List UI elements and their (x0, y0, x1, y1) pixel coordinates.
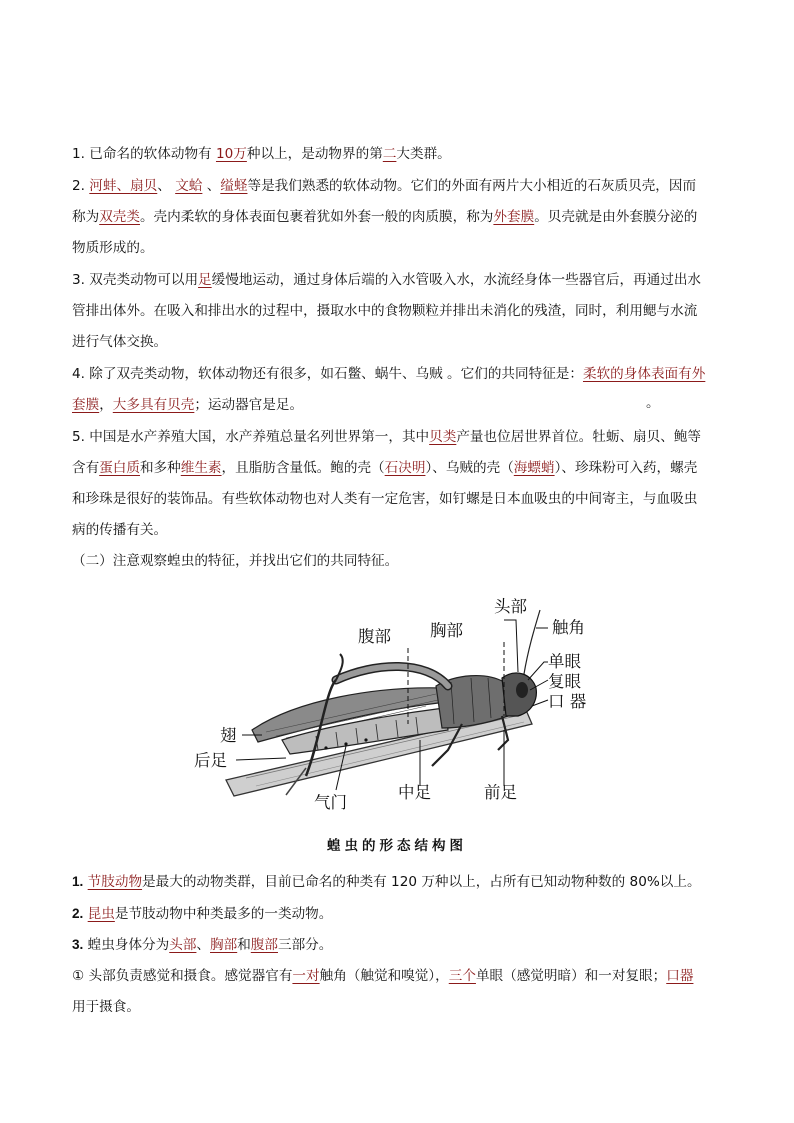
answer-blank: 足 (198, 272, 212, 288)
figure-caption: 蝗虫的形态结构图 (327, 838, 467, 854)
answer-blank: 头部 (169, 937, 197, 953)
answer-blank: 外套膜 (493, 209, 535, 225)
answer-blank: 双壳类 (99, 209, 140, 225)
section-heading: （二）注意观察蝗虫的特征，并找出它们的共同特征。 (72, 553, 399, 569)
paragraph-s2-1: 1. 节肢动物是最大的动物类群，目前已命名的种类有 120 万种以上，占所有已知动物种数的 80%以上。 (72, 874, 701, 890)
answer-blank: 胸部 (210, 937, 238, 953)
answer-blank: 昆虫 (87, 906, 115, 922)
answer-blank: 海螵蛸 (513, 460, 555, 476)
answer-blank: 缢蛏 (220, 178, 248, 194)
answer-blank: 扇贝 (130, 178, 158, 194)
answer-blank: 蛋白质 (99, 460, 140, 476)
paragraph-5: 5. 中国是水产养殖大国，水产养殖总量名列世界第一，其中贝类产量也位居世界首位。牡蛎、扇贝、鲍等 含有蛋白质和多种维生素，且脂肪含量低。鲍的壳（石决明）、乌贼的壳（海螵蛸）、珍珠粉可入药，螺壳 和珍珠是很好的装饰品。有些软体动物也对人类有一定危害，如钉螺是日本血吸虫的中间寄主，与血吸虫 病的传播有关。 (72, 429, 702, 538)
label-fore-leg: 前足 (484, 783, 517, 802)
answer-blank: 石决明 (384, 460, 426, 476)
paragraph-4: 4. 除了双壳类动物，软体动物还有很多，如石鳖、蜗牛、乌贼 。它们的共同特征是：柔软的身体表面有外 套膜，大多具有贝壳；运动器官是足。 (72, 366, 706, 413)
paragraph-1: 1. 已命名的软体动物有 10万种以上，是动物界的第二大类群。 (72, 146, 451, 162)
answer-blank: 维生素 (180, 460, 222, 476)
locust-diagram (186, 590, 616, 822)
answer-blank: 10万 (215, 146, 247, 162)
answer-blank: 柔软的身体表面有外 (582, 366, 706, 382)
label-middle-leg: 中足 (398, 783, 431, 802)
paragraph-s2-4: ① 头部负责感觉和摄食。感觉器官有一对触角（触觉和嗅觉），三个单眼（感觉明暗）和一对复眼；口器 用于摄食。 (72, 968, 694, 1015)
label-head: 头部 (494, 597, 527, 616)
label-simple-eye: 单眼 (548, 652, 581, 671)
label-spiracle: 气门 (314, 793, 347, 812)
answer-blank: 套膜 (72, 397, 100, 413)
answer-blank: 节肢动物 (87, 874, 143, 890)
label-abdomen: 腹部 (358, 627, 391, 646)
label-mouthparts: 口 器 (548, 692, 587, 711)
answer-blank: 大多具有贝壳 (112, 397, 195, 413)
answer-blank: 口器 (666, 968, 694, 984)
label-antenna: 触角 (552, 618, 585, 637)
trailing-period: 。 (646, 395, 660, 411)
answer-blank: 腹部 (250, 937, 278, 953)
answer-blank: 二 (382, 146, 397, 162)
label-chest: 胸部 (430, 621, 463, 640)
paragraph-s2-2: 2. 昆虫是节肢动物中种类最多的一类动物。 (72, 906, 333, 922)
label-wing: 翅 (220, 726, 237, 745)
paragraph-s2-3: 3. 蝗虫身体分为头部、胸部和腹部三部分。 (72, 937, 333, 953)
answer-blank: 贝类 (429, 429, 457, 445)
label-hind-leg: 后足 (194, 751, 227, 770)
label-compound-eye: 复眼 (548, 672, 581, 691)
answer-blank: 文蛤 (175, 178, 203, 194)
paragraph-3: 3. 双壳类动物可以用足缓慢地运动，通过身体后端的入水管吸入水，水流经身体一些器官后，再通过出水 管排出体外。在吸入和排出水的过程中，摄取水中的食物颗粒并排出未消化的残渣，同时，利用鳃与水流 进行气体交换。 (72, 272, 702, 350)
answer-blank: 一对 (292, 968, 320, 984)
answer-blank: 三个 (448, 968, 476, 984)
answer-blank: 河蚌 (89, 178, 117, 194)
paragraph-2: 2. 河蚌、扇贝、 文蛤 、缢蛏等是我们熟悉的软体动物。它们的外面有两片大小相近的石灰质贝壳，因而 称为双壳类。壳内柔软的身体表面包裹着犹如外套一般的肉质膜，称为外套膜。贝壳就是由外套膜分泌的 物质形成的。 (72, 178, 698, 256)
